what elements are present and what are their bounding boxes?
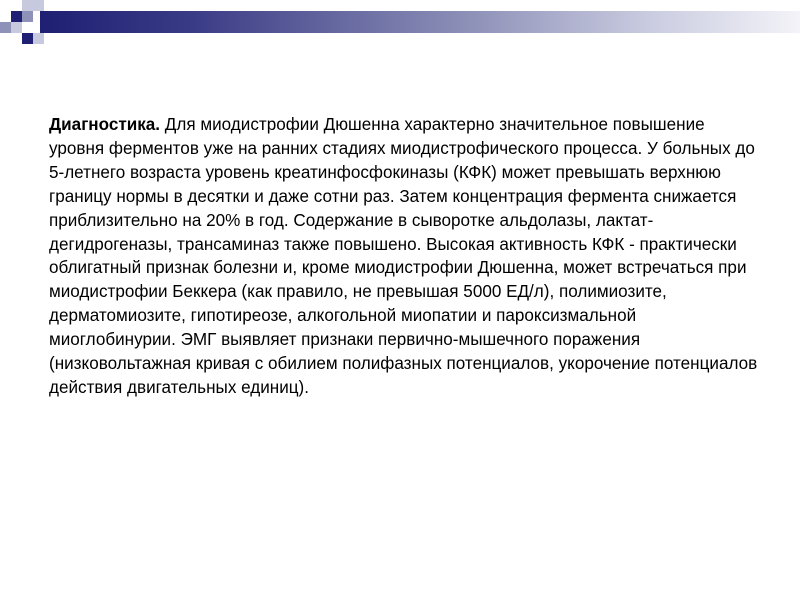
decor-square: [0, 22, 11, 33]
section-heading: Диагностика.: [49, 115, 161, 134]
decor-square: [11, 22, 22, 33]
body-text: Для миодистрофии Дюшенна характерно значительное повышение уровня ферментов уже на ранних стадиях миодистрофического процесса. У больных до 5-летнего возраста уровень креатинфосфокиназы (КФК) может превышать верхнюю границу нормы в десятки и даже сотни раз. Затем концентрация фермента снижается приблизительно на 20% в год. Содержание в сыворотке альдолазы, лактат-дегидрогеназы, трансаминаз также повышено. Высокая активность КФК - практически облигатный признак болезни и, кроме миодистрофии Дюшенна, может встречаться при миодистрофии Беккера (как правило, не превышая 5000 ЕД/л), полимиозите, дерматомиозите, гипотиреозе, алкогольной миопатии и пароксизмальной миоглобинурии. ЭМГ выявляет признаки первично-мышечного поражения (низковольтажная кривая с обилием полифазных потенциалов, укорочение потенциалов действия двигательных единиц).: [49, 115, 758, 397]
decor-square: [22, 0, 33, 11]
decor-square: [22, 33, 33, 44]
slide-text: [49, 113, 761, 400]
decor-square: [33, 33, 44, 44]
header-gradient-bar: [40, 11, 800, 33]
decor-square: [11, 11, 22, 22]
decor-square: [22, 11, 33, 22]
decor-square: [33, 0, 44, 11]
